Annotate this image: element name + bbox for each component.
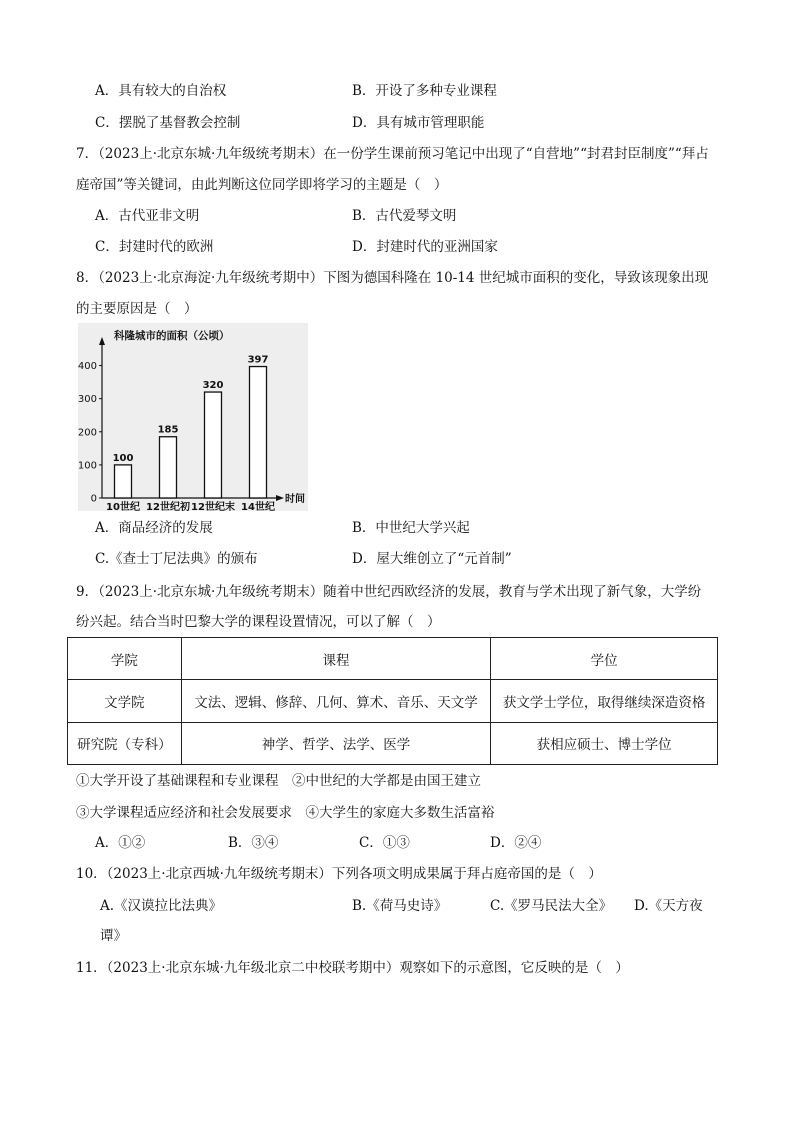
table-cell: 神学、哲学、法学、医学 [181,722,491,764]
q6-option-b: B．开设了多种专业课程 [352,83,497,99]
bar [115,465,132,498]
q10-option-c: C.《罗马民法大全》 [490,898,613,914]
q7-option-b: B．古代爱琴文明 [352,208,457,224]
y-tick-label: 0 [90,493,97,505]
q7-option-a: A．古代亚非文明 [95,208,200,224]
y-tick-label: 400 [78,361,97,373]
q6-option-c: C．摆脱了基督教会控制 [95,115,241,131]
q10-option-d-continued: 谭》 [100,928,127,944]
q7-stem-line1: 7．（2023上·北京东城·九年级统考期末）在一份学生课前预习笔记中出现了“自营地”“封君封臣制度”“拜占 [76,146,709,162]
q9-option-d: D．②④ [490,835,542,851]
cologne-area-chart [78,323,308,511]
table-row [68,680,718,722]
q8-stem-line1: 8．（2023上·北京海淀·九年级统考期中）下图为德国科隆在 10-14 世纪城市面积的变化，导致该现象出现 [76,270,709,286]
q8-option-d: D．屋大维创立了“元首制” [352,551,512,567]
q6-option-a: A．具有较大的自治权 [95,83,227,99]
bar-value-label: 397 [247,354,269,366]
chart-background [78,323,308,511]
bar-value-label: 320 [202,380,224,392]
paris-university-course-table [67,637,718,765]
q9-statements-line1: ①大学开设了基础课程和专业课程 ②中世纪的大学都是由国王建立 [76,773,481,789]
q8-option-c: C.《查士丁尼法典》的颁布 [95,551,258,567]
bar-value-label: 185 [157,424,179,436]
bar [205,392,222,498]
q10-stem: 10．（2023上·北京西城·九年级统考期末）下列各项文明成果属于拜占庭帝国的是（ ） [76,866,602,882]
q8-option-b: B．中世纪大学兴起 [352,520,470,536]
chart-title: 科隆城市的面积（公顷） [114,330,230,342]
y-tick-label: 300 [78,394,97,406]
q9-option-c: C．①③ [359,835,410,851]
x-tick-label: 10世纪 [106,502,140,511]
table-header-cell: 学院 [68,638,182,680]
table-cell: 研究院（专科） [68,722,182,764]
q9-option-b: B．③④ [228,835,279,851]
x-tick-label: 12世纪末 [191,502,235,511]
q10-option-a: A.《汉谟拉比法典》 [100,898,223,914]
q11-stem: 11．（2023上·北京东城·九年级北京二中校联考期中）观察如下的示意图，它反映的是（ ） [76,960,629,976]
q9-option-a: A．①② [95,835,146,851]
table-header-cell: 学位 [491,638,718,680]
table-cell: 获文学士学位，取得继续深造资格 [491,680,718,722]
table-header-cell: 课程 [181,638,491,680]
q10-option-b: B.《荷马史诗》 [352,898,448,914]
x-tick-label: 12世纪初 [146,502,190,511]
q8-stem-line2: 的主要原因是（ ） [76,301,198,317]
q7-stem-line2: 庭帝国”等关键词，由此判断这位同学即将学习的主题是（ ） [76,177,448,193]
bar [160,437,177,498]
bar [250,367,267,498]
x-tick-label: 14世纪 [241,502,275,511]
q8-option-a: A．商品经济的发展 [95,520,213,536]
y-tick-label: 200 [78,427,97,439]
bar-value-label: 100 [112,452,134,464]
q10-option-d: D.《天方夜 [634,898,703,914]
q7-option-d: D．封建时代的亚洲国家 [352,239,498,255]
y-tick-label: 100 [78,460,97,472]
cologne-area-chart-svg [78,323,308,511]
q6-option-d: D．具有城市管理职能 [352,115,485,131]
q7-option-c: C．封建时代的欧洲 [95,239,214,255]
table-header-row [68,638,718,680]
q9-statements-line2: ③大学课程适应经济和社会发展要求 ④大学生的家庭大多数生活富裕 [76,805,495,821]
x-axis-label: 时间 [285,494,305,505]
table-cell: 文法、逻辑、修辞、几何、算术、音乐、天文学 [181,680,491,722]
q9-stem-line2: 纷兴起。结合当时巴黎大学的课程设置情况，可以了解（ ） [76,614,441,630]
q9-stem-line1: 9．（2023上·北京东城·九年级统考期末）随着中世纪西欧经济的发展，教育与学术出现了新气象，大学纷 [76,584,702,600]
table-cell: 获相应硕士、博士学位 [491,722,718,764]
table-row [68,722,718,764]
table-cell: 文学院 [68,680,182,722]
